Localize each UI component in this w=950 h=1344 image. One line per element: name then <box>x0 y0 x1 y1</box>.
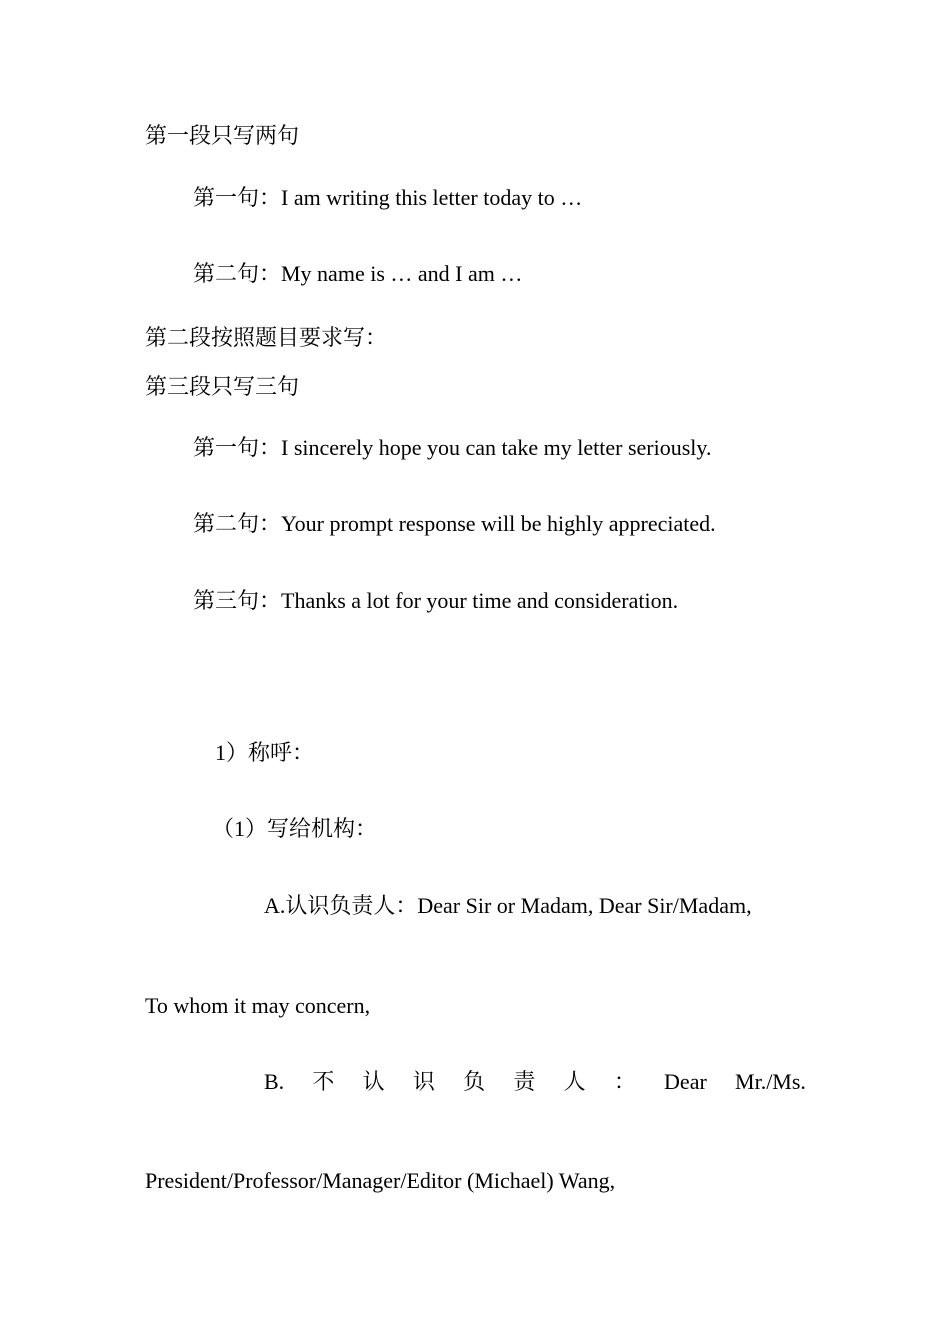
paragraph1-sentence2: 第二句：My name is … and I am … <box>193 261 523 286</box>
salutation-item-b <box>264 1068 806 1096</box>
item-b-token: 不 <box>312 1069 335 1094</box>
paragraph1-heading: 第一段只写两句 <box>145 123 300 148</box>
paragraph3-sentence2: 第二句：Your prompt response will be highly appreciated. <box>193 511 716 536</box>
item-b-token: 认 <box>362 1069 385 1094</box>
paragraph2-heading: 第二段按照题目要求写： <box>145 325 388 350</box>
paragraph3-sentence1: 第一句：I sincerely hope you can take my letter seriously. <box>193 435 712 460</box>
salutation-item-b-continuation: President/Professor/Manager/Editor (Michael) Wang, <box>145 1168 616 1193</box>
paragraph1-sentence1: 第一句：I am writing this letter today to … <box>193 185 583 210</box>
paragraph3-heading: 第三段只写三句 <box>145 374 300 399</box>
item-b-token: 人 <box>563 1069 586 1094</box>
item-b-token: ： <box>613 1069 636 1094</box>
item-b-token: 责 <box>513 1069 536 1094</box>
item-b-token: Mr./Ms. <box>735 1069 806 1094</box>
salutation-title: 1）称呼： <box>215 740 315 765</box>
item-b-token: 识 <box>412 1069 435 1094</box>
item-b-token: Dear <box>664 1069 707 1094</box>
salutation-item-a: A.认识负责人：Dear Sir or Madam, Dear Sir/Madam, <box>264 893 752 918</box>
item-b-token: B. <box>264 1069 285 1094</box>
paragraph3-sentence3: 第三句：Thanks a lot for your time and consideration. <box>193 588 679 613</box>
item-b-token: 负 <box>463 1069 486 1094</box>
salutation-subtitle: （1）写给机构： <box>212 816 378 841</box>
salutation-item-a-continuation: To whom it may concern, <box>145 993 371 1018</box>
